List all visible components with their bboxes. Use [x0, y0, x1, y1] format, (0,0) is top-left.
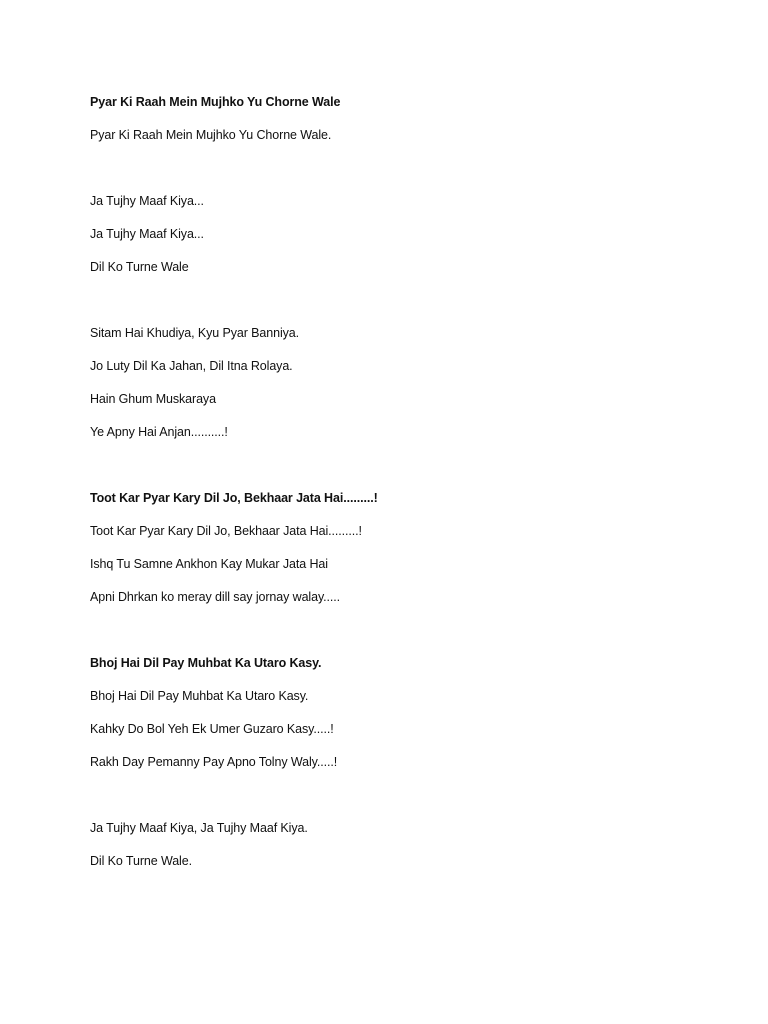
- song-title: Pyar Ki Raah Mein Mujhko Yu Chorne Wale: [90, 95, 341, 109]
- lyric-line: Ja Tujhy Maaf Kiya...: [90, 227, 204, 241]
- lyric-line: Ja Tujhy Maaf Kiya...: [90, 194, 204, 208]
- lyric-line: Kahky Do Bol Yeh Ek Umer Guzaro Kasy.....!: [90, 722, 334, 736]
- lyric-line: Ishq Tu Samne Ankhon Kay Mukar Jata Hai: [90, 557, 328, 571]
- verse-heading: Toot Kar Pyar Kary Dil Jo, Bekhaar Jata Hai.........!: [90, 491, 378, 505]
- lyric-line: Pyar Ki Raah Mein Mujhko Yu Chorne Wale.: [90, 128, 332, 142]
- lyric-line: Jo Luty Dil Ka Jahan, Dil Itna Rolaya.: [90, 359, 293, 373]
- lyric-line: Bhoj Hai Dil Pay Muhbat Ka Utaro Kasy.: [90, 689, 309, 703]
- lyric-line: Ye Apny Hai Anjan..........!: [90, 425, 228, 439]
- lyric-line: Dil Ko Turne Wale: [90, 260, 189, 274]
- lyric-line: Hain Ghum Muskaraya: [90, 392, 216, 406]
- lyric-line: Toot Kar Pyar Kary Dil Jo, Bekhaar Jata Hai.........!: [90, 524, 362, 538]
- lyric-line: Sitam Hai Khudiya, Kyu Pyar Banniya.: [90, 326, 300, 340]
- lyric-line: Rakh Day Pemanny Pay Apno Tolny Waly.....!: [90, 755, 338, 769]
- lyrics-body: [90, 95, 730, 887]
- verse-heading: Bhoj Hai Dil Pay Muhbat Ka Utaro Kasy.: [90, 656, 322, 670]
- lyric-line: Ja Tujhy Maaf Kiya, Ja Tujhy Maaf Kiya.: [90, 821, 308, 835]
- lyric-line: Dil Ko Turne Wale.: [90, 854, 192, 868]
- lyric-line: Apni Dhrkan ko meray dill say jornay walay.....: [90, 590, 341, 604]
